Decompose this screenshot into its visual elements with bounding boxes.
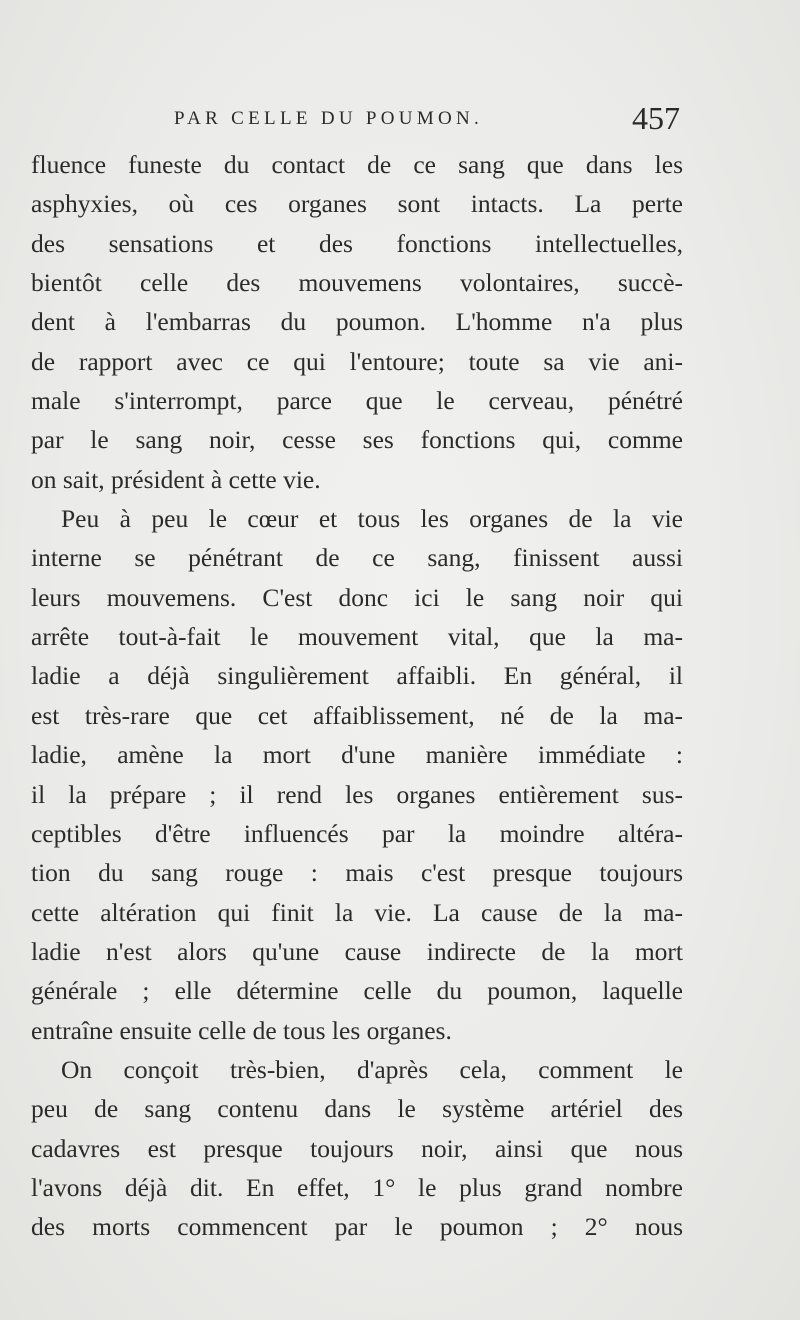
text-line: male s'interrompt, parce que le cerveau, pénétré bbox=[31, 386, 683, 416]
page-number: 457 bbox=[632, 100, 680, 136]
text-line: bientôt celle des mouvemens volontaires, succè- bbox=[31, 268, 683, 298]
text-line: ladie n'est alors qu'une cause indirecte de la mort bbox=[31, 936, 683, 966]
paragraph bbox=[31, 1050, 683, 1247]
text-line: l'avons déjà dit. En effet, 1° le plus grand nombre bbox=[31, 1172, 683, 1202]
text-line: fluence funeste du contact de ce sang que dans les bbox=[31, 150, 683, 179]
text-line: par le sang noir, cesse ses fonctions qui, comme bbox=[31, 425, 683, 455]
text-line: entraîne ensuite celle de tous les organes. bbox=[31, 1015, 452, 1045]
text-line: ladie a déjà singulièrement affaibli. En général, il bbox=[31, 661, 683, 691]
text-line: ladie, amène la mort d'une manière immédiate : bbox=[31, 740, 683, 770]
paragraph bbox=[31, 499, 683, 1050]
text-line: de rapport avec ce qui l'entoure; toute sa vie ani- bbox=[31, 346, 683, 376]
running-header bbox=[31, 100, 683, 140]
text-line: il la prépare ; il rend les organes entièrement sus- bbox=[31, 779, 683, 809]
text-line: générale ; elle détermine celle du poumon, laquelle bbox=[31, 976, 683, 1006]
text-line: leurs mouvemens. C'est donc ici le sang noir qui bbox=[31, 582, 683, 612]
body-text bbox=[31, 145, 683, 1247]
text-line: peu de sang contenu dans le système artériel des bbox=[31, 1094, 683, 1124]
text-line: cadavres est presque toujours noir, ainsi que nous bbox=[31, 1133, 683, 1163]
text-line: tion du sang rouge : mais c'est presque toujours bbox=[31, 858, 683, 888]
text-line: asphyxies, où ces organes sont intacts. La perte bbox=[31, 189, 683, 219]
text-line: arrête tout-à-fait le mouvement vital, que la ma- bbox=[31, 622, 683, 652]
text-line: des sensations et des fonctions intellectuelles, bbox=[31, 228, 683, 258]
text-line: est très-rare que cet affaiblissement, né de la ma- bbox=[31, 700, 683, 730]
running-title: PAR CELLE DU POUMON. bbox=[174, 108, 484, 129]
text-line: On conçoit très-bien, d'après cela, comment le bbox=[61, 1054, 683, 1084]
text-line: Peu à peu le cœur et tous les organes de la vie bbox=[61, 504, 683, 534]
text-line: on sait, président à cette vie. bbox=[31, 464, 321, 494]
text-line: des morts commencent par le poumon ; 2° nous bbox=[31, 1212, 683, 1242]
paragraph bbox=[31, 145, 683, 499]
text-line: cette altération qui finit la vie. La cause de la ma- bbox=[31, 897, 683, 927]
text-line: dent à l'embarras du poumon. L'homme n'a plus bbox=[31, 307, 683, 337]
text-line: ceptibles d'être influencés par la moindre altéra- bbox=[31, 818, 683, 848]
text-line: interne se pénétrant de ce sang, finissent aussi bbox=[31, 543, 683, 573]
